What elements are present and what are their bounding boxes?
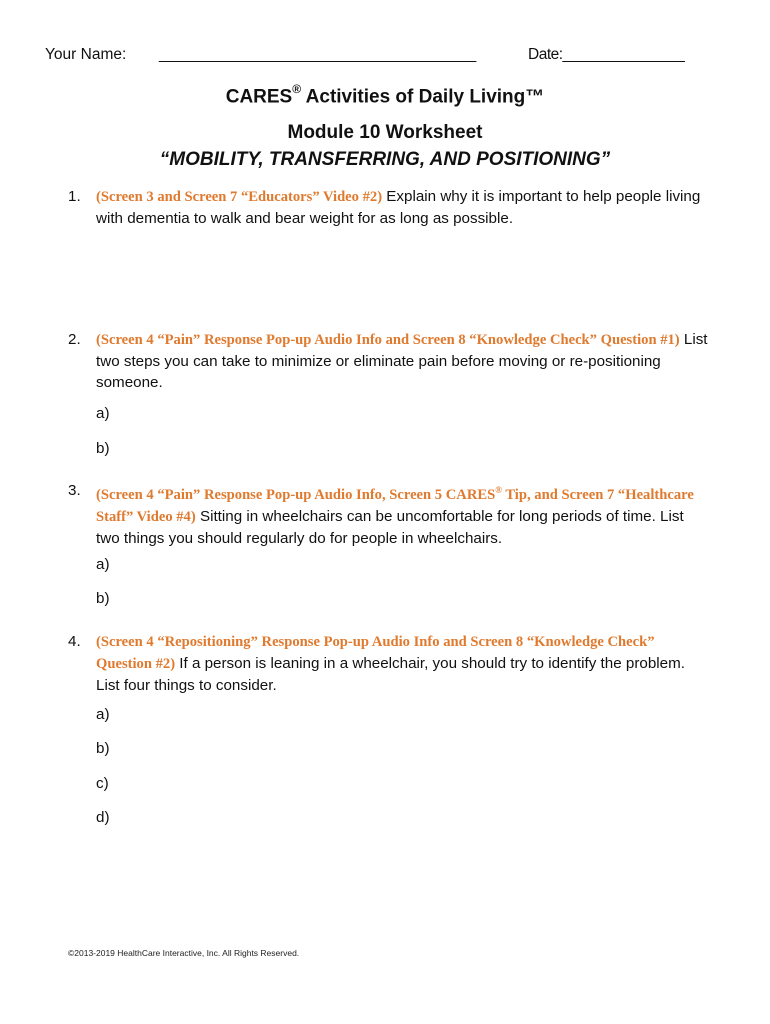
answer-line: a) <box>96 405 110 422</box>
question-number: 3. <box>68 482 81 499</box>
question-reference: (Screen 4 “Repositioning” Response Pop-up Audio Info and Screen 8 “Knowledge Check” Question #2) <box>96 634 655 672</box>
copyright-footer: ©2013-2019 HealthCare Interactive, Inc. All Rights Reserved. <box>68 948 300 958</box>
question-body <box>96 631 708 696</box>
date-label: Date:_______________ <box>528 46 685 63</box>
title-rest: Activities of Daily Living™ <box>301 86 545 108</box>
answer-line: a) <box>96 706 110 723</box>
page-title <box>0 84 770 108</box>
question-number: 4. <box>68 633 81 650</box>
answer-line: c) <box>96 775 109 792</box>
question-text: If a person is leaning in a wheelchair, you should try to identify the problem. List four things to consider. <box>96 655 685 694</box>
name-blank-line: _______________________________________ <box>159 46 476 63</box>
answer-line: b) <box>96 440 110 457</box>
answer-line: d) <box>96 809 110 826</box>
question-reference: (Screen 3 and Screen 7 “Educators” Video #2) <box>96 189 383 205</box>
question-text: Explain why it is important to help people living with dementia to walk and bear weight for as long as possible. <box>96 188 701 227</box>
registered-mark: ® <box>292 82 302 96</box>
question-reference: (Screen 4 “Pain” Response Pop-up Audio Info and Screen 8 “Knowledge Check” Question #1) <box>96 332 680 348</box>
name-label: Your Name: <box>45 46 127 63</box>
registered-mark: ® <box>495 485 502 495</box>
question-text: Sitting in wheelchairs can be uncomfortable for long periods of time. List two things you should regularly do for people in wheelchairs. <box>96 507 684 547</box>
title-brand: CARES <box>225 86 293 108</box>
topic-title: “MOBILITY, TRANSFERRING, AND POSITIONING” <box>159 149 611 170</box>
question-body <box>96 480 708 549</box>
answer-line: b) <box>96 740 110 757</box>
reference-part: Tip, and Screen 7 “Healthcare Staff” Video #4) <box>96 486 694 525</box>
answer-line: a) <box>96 556 110 573</box>
question-body <box>96 329 708 393</box>
question-text: List two steps you can take to minimize or eliminate pain before moving or re-positioning someone. <box>96 331 708 391</box>
answer-line: b) <box>96 590 110 607</box>
question-body <box>96 186 708 229</box>
header-row <box>45 46 705 68</box>
question-number: 1. <box>68 188 81 205</box>
reference-part: (Screen 4 “Pain” Response Pop-up Audio Info, Screen 5 CARES <box>96 486 496 503</box>
module-title: Module 10 Worksheet <box>287 122 483 143</box>
question-number: 2. <box>68 331 81 348</box>
